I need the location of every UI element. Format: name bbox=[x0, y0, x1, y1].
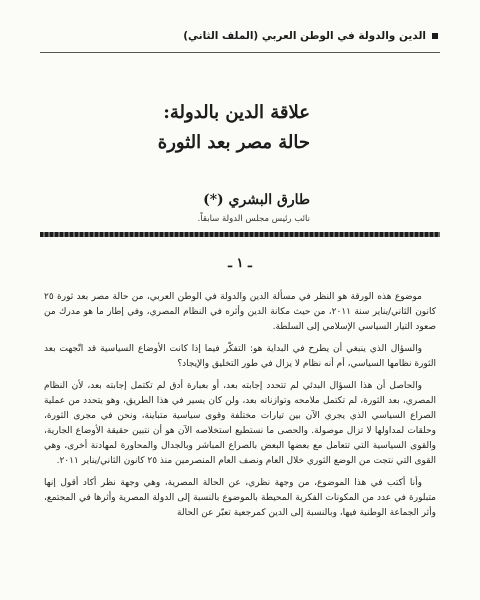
paragraph: والسؤال الذي ينبغي أن يطرح في البداية هو: التفكّر فيما إذا كانت الأوضاع السياسية قد اتّجهت بعد الثورة نظامها السياسي، أم أنه نظام لا يزال في طور التخليق والإيجاد؟ bbox=[44, 344, 436, 369]
running-header bbox=[42, 30, 438, 46]
author-block bbox=[60, 190, 310, 224]
paragraph: وأنا أكتب في هذا الموضوع، من وجهة نظري، عن الحالة المصرية، وهي وجهة نظر أكاد أقول إنها متبلورة في عدد من المكونات الفكرية المحيطة بالموضوع بالنسبة إلى الدولة المصرية وأثرها في المجتمع، وأثر الجماعة الوطنية فيها، وبالنسبة إلى الدين كمرجعية تعبّر عن الحالة bbox=[44, 478, 436, 518]
title-line-1: علاقة الدين بالدولة: bbox=[163, 102, 310, 123]
article-title bbox=[60, 98, 310, 158]
author-name: طارق البشري (*) bbox=[203, 192, 310, 208]
paragraph: والحاصل أن هذا السؤال البدئي لم تتحدد إجابته بعد، أو بعبارة أدق لم تكتمل إجابته بعد، لأن النظام المصري، بعد الثورة، لم تكتمل ملامحه وتوازناته بعد، ولن كان يسير في هذا الطريق، وهو يتحدد من عملية الصراع السياسي الذي يجري الآن بين تيارات مختلفة وقوى سياسية متباينة، ونحن في مجرى الثورة، وحلقات لمداولها لا تزال موصولة. والحصى ما نستطيع استخلاصه الآن هو أن نتبين حقيقة الأوضاع الجارية، والقوى السياسية التي تتعامل مع بعضها البعض بالصراع المباشر وبالجدال والمحاورة لمهادنة أخرى، وهي القوى التي نتجت من الوضع الثوري خلال العام ونصف العام المنصرمين منذ ٢٥ كانون الثاني/يناير ٢٠١١. bbox=[44, 381, 436, 466]
title-divider bbox=[40, 232, 440, 237]
bullet-square-icon bbox=[432, 33, 438, 39]
paragraph: موضوع هذه الورقة هو النظر في مسألة الدين والدولة في الوطن العربي، من حالة مصر بعد ثورة ٢٥ كانون الثاني/يناير سنة ٢٠١١، من حيث مكانة الدين وأثره في النظام المصري، وفي إطار ما هو مدرك من صعود التيار السياسي الإسلامي إلى السلطة. bbox=[44, 292, 436, 332]
running-header-text: الدين والدولة في الوطن العربي (الملف الثاني) bbox=[183, 30, 426, 42]
header-divider bbox=[40, 52, 440, 53]
body-text bbox=[44, 290, 436, 528]
author-role: نائب رئيس مجلس الدولة سابقاً. bbox=[197, 214, 310, 224]
section-number: ـ ١ ـ bbox=[228, 256, 252, 271]
title-line-2: حالة مصر بعد الثورة bbox=[157, 132, 310, 153]
